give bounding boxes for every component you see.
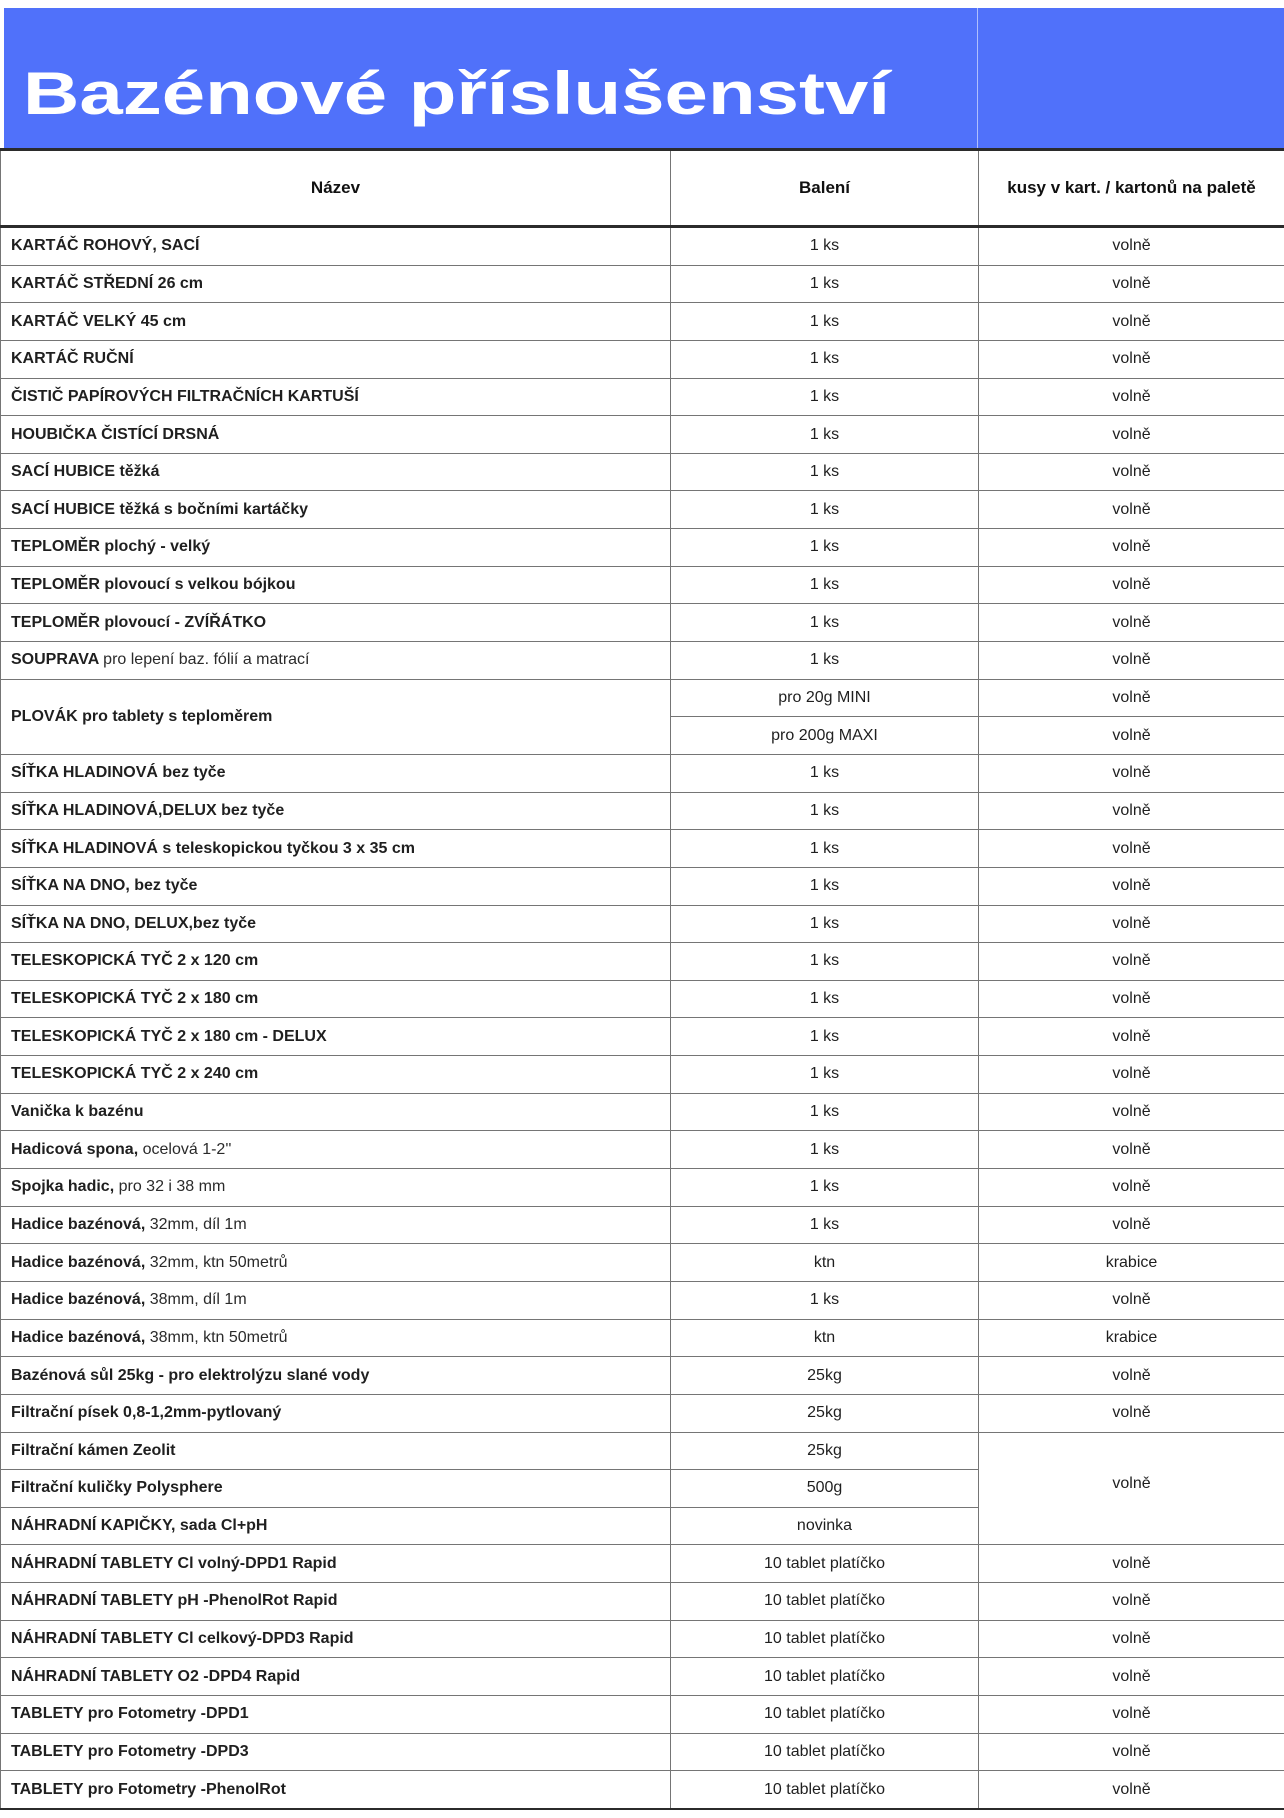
product-name-bold: TEPLOMĚR plochý - velký	[11, 538, 210, 555]
product-name-bold: Filtrační kámen Zeolit	[11, 1442, 175, 1459]
product-name-cell	[1, 340, 671, 378]
product-name-bold: Filtrační kuličky Polysphere	[11, 1479, 223, 1496]
product-row	[1, 905, 1284, 943]
product-name-bold: NÁHRADNÍ TABLETY Cl volný-DPD1 Rapid	[11, 1555, 337, 1572]
packaging-cell: ktn	[671, 1319, 979, 1357]
product-name-bold: SÍŤKA NA DNO, bez tyče	[11, 877, 197, 894]
product-row	[1, 1018, 1284, 1056]
pallet-cell: volně	[979, 1658, 1284, 1696]
product-name-cell	[1, 679, 671, 754]
product-name-bold: SÍŤKA HLADINOVÁ,DELUX bez tyče	[11, 802, 284, 819]
product-name-bold: Hadicová spona,	[11, 1141, 138, 1158]
pallet-cell: volně	[979, 792, 1284, 830]
product-name-cell	[1, 980, 671, 1018]
packaging-cell: 1 ks	[671, 1281, 979, 1319]
packaging-cell: 1 ks	[671, 529, 979, 567]
pallet-cell: volně	[979, 1093, 1284, 1131]
table-body	[1, 227, 1284, 1809]
product-name-bold: NÁHRADNÍ TABLETY O2 -DPD4 Rapid	[11, 1668, 300, 1685]
product-row	[1, 943, 1284, 981]
product-row	[1, 453, 1284, 491]
product-name-cell	[1, 1583, 671, 1621]
packaging-cell: 1 ks	[671, 754, 979, 792]
product-name-detail: pro 32 i 38 mm	[119, 1178, 226, 1195]
banner-column-divider-line	[977, 8, 978, 148]
product-row	[1, 378, 1284, 416]
packaging-cell: 1 ks	[671, 604, 979, 642]
product-name-cell	[1, 1244, 671, 1282]
product-name-cell	[1, 1131, 671, 1169]
product-name-bold: NÁHRADNÍ TABLETY pH -PhenolRot Rapid	[11, 1592, 338, 1609]
product-name-bold: KARTÁČ STŘEDNÍ 26 cm	[11, 275, 203, 292]
product-name-bold: SÍŤKA HLADINOVÁ bez tyče	[11, 764, 226, 781]
pallet-cell: volně	[979, 453, 1284, 491]
product-name-cell	[1, 453, 671, 491]
pallet-cell: volně	[979, 754, 1284, 792]
product-name-cell	[1, 1470, 671, 1508]
packaging-cell: 1 ks	[671, 1169, 979, 1207]
pallet-cell: volně	[979, 491, 1284, 529]
pallet-cell: volně	[979, 416, 1284, 454]
pallet-cell: volně	[979, 529, 1284, 567]
product-row	[1, 1206, 1284, 1244]
packaging-cell: 10 tablet platíčko	[671, 1695, 979, 1733]
product-row	[1, 1733, 1284, 1771]
pallet-cell: volně	[979, 1357, 1284, 1395]
column-header-baleni: Balení	[671, 150, 979, 227]
column-header-kusy: kusy v kart. / kartonů na paletě	[979, 150, 1284, 227]
product-row	[1, 1357, 1284, 1395]
packaging-cell: 1 ks	[671, 792, 979, 830]
product-name-bold: Hadice bazénová,	[11, 1216, 145, 1233]
product-name-cell	[1, 303, 671, 341]
pallet-cell: volně	[979, 1281, 1284, 1319]
pallet-cell: volně	[979, 679, 1284, 717]
price-table	[0, 148, 1284, 1810]
product-row	[1, 1319, 1284, 1357]
product-row	[1, 1244, 1284, 1282]
product-name-cell	[1, 1658, 671, 1696]
product-row	[1, 1771, 1284, 1809]
product-name-cell	[1, 642, 671, 680]
product-row	[1, 491, 1284, 529]
product-name-detail: 38mm, díl 1m	[150, 1291, 247, 1308]
product-row	[1, 1620, 1284, 1658]
packaging-cell: 10 tablet platíčko	[671, 1658, 979, 1696]
product-name-detail: 32mm, ktn 50metrů	[150, 1254, 288, 1271]
packaging-cell: 1 ks	[671, 1206, 979, 1244]
product-name-cell	[1, 1281, 671, 1319]
product-name-cell	[1, 378, 671, 416]
product-name-bold: Filtrační písek 0,8-1,2mm-pytlovaný	[11, 1404, 281, 1421]
packaging-cell: 1 ks	[671, 453, 979, 491]
product-name-bold: TELESKOPICKÁ TYČ 2 x 180 cm - DELUX	[11, 1028, 327, 1045]
packaging-cell: 1 ks	[671, 1093, 979, 1131]
product-name-bold: SÍŤKA NA DNO, DELUX,bez tyče	[11, 915, 256, 932]
product-row	[1, 980, 1284, 1018]
pallet-cell: volně	[979, 830, 1284, 868]
product-row	[1, 340, 1284, 378]
product-name-bold: TEPLOMĚR plovoucí s velkou bójkou	[11, 576, 295, 593]
packaging-cell: 25kg	[671, 1432, 979, 1470]
product-name-bold: Bazénová sůl 25kg - pro elektrolýzu slané vody	[11, 1367, 369, 1384]
pallet-cell: volně	[979, 1169, 1284, 1207]
product-name-cell	[1, 566, 671, 604]
product-row	[1, 1545, 1284, 1583]
product-name-cell	[1, 491, 671, 529]
packaging-cell: 1 ks	[671, 1131, 979, 1169]
product-name-cell	[1, 1018, 671, 1056]
product-row	[1, 792, 1284, 830]
packaging-cell: pro 20g MINI	[671, 679, 979, 717]
packaging-cell: 10 tablet platíčko	[671, 1620, 979, 1658]
product-row	[1, 1093, 1284, 1131]
packaging-cell: 1 ks	[671, 378, 979, 416]
product-name-cell	[1, 1319, 671, 1357]
table-header	[1, 150, 1284, 227]
product-name-bold: TABLETY pro Fotometry -DPD3	[11, 1743, 249, 1760]
packaging-cell: 1 ks	[671, 905, 979, 943]
packaging-cell: pro 200g MAXI	[671, 717, 979, 755]
packaging-cell: 1 ks	[671, 416, 979, 454]
product-row	[1, 830, 1284, 868]
packaging-cell: ktn	[671, 1244, 979, 1282]
pallet-cell: volně	[979, 1620, 1284, 1658]
product-row	[1, 1695, 1284, 1733]
product-row	[1, 679, 1284, 717]
pallet-cell: volně	[979, 1018, 1284, 1056]
pallet-cell: volně	[979, 642, 1284, 680]
product-name-bold: Hadice bazénová,	[11, 1329, 145, 1346]
packaging-cell: 1 ks	[671, 943, 979, 981]
packaging-cell: 1 ks	[671, 1056, 979, 1094]
product-name-cell	[1, 1093, 671, 1131]
product-name-cell	[1, 943, 671, 981]
product-row	[1, 642, 1284, 680]
product-name-bold: Hadice bazénová,	[11, 1254, 145, 1271]
product-name-detail: ocelová 1-2''	[143, 1141, 232, 1158]
pallet-cell: volně	[979, 265, 1284, 303]
product-name-bold: TEPLOMĚR plovoucí - ZVÍŘÁTKO	[11, 614, 266, 631]
product-name-bold: PLOVÁK pro tablety s teploměrem	[11, 708, 272, 725]
table-header-row	[1, 150, 1284, 227]
pallet-cell: volně	[979, 566, 1284, 604]
page-banner	[4, 8, 1284, 148]
packaging-cell: 1 ks	[671, 491, 979, 529]
product-row	[1, 1281, 1284, 1319]
pallet-cell: volně	[979, 1394, 1284, 1432]
packaging-cell: 1 ks	[671, 566, 979, 604]
pallet-cell: volně	[979, 227, 1284, 266]
product-row	[1, 1432, 1284, 1470]
product-name-bold: HOUBIČKA ČISTÍCÍ DRSNÁ	[11, 426, 219, 443]
product-name-bold: TABLETY pro Fotometry -DPD1	[11, 1705, 249, 1722]
product-name-cell	[1, 1206, 671, 1244]
packaging-cell: 10 tablet platíčko	[671, 1583, 979, 1621]
pallet-cell: volně	[979, 378, 1284, 416]
product-name-cell	[1, 867, 671, 905]
packaging-cell: 10 tablet platíčko	[671, 1733, 979, 1771]
pallet-cell: volně	[979, 867, 1284, 905]
product-row	[1, 1394, 1284, 1432]
pallet-cell: krabice	[979, 1244, 1284, 1282]
product-name-cell	[1, 529, 671, 567]
product-name-detail: 38mm, ktn 50metrů	[150, 1329, 288, 1346]
pallet-cell: volně	[979, 604, 1284, 642]
product-name-bold: Spojka hadic,	[11, 1178, 114, 1195]
product-row	[1, 867, 1284, 905]
product-name-cell	[1, 416, 671, 454]
product-name-cell	[1, 1432, 671, 1470]
product-row	[1, 754, 1284, 792]
packaging-cell: 1 ks	[671, 867, 979, 905]
packaging-cell: 10 tablet platíčko	[671, 1545, 979, 1583]
product-name-bold: TELESKOPICKÁ TYČ 2 x 240 cm	[11, 1065, 258, 1082]
packaging-cell: 1 ks	[671, 642, 979, 680]
packaging-cell: 1 ks	[671, 303, 979, 341]
product-name-cell	[1, 1507, 671, 1545]
pallet-cell: volně	[979, 1131, 1284, 1169]
product-name-bold: Vanička k bazénu	[11, 1103, 144, 1120]
page-title: Bazénové příslušenství	[23, 62, 890, 125]
pallet-cell: volně	[979, 980, 1284, 1018]
product-name-bold: KARTÁČ ROHOVÝ, SACÍ	[11, 237, 199, 254]
product-name-cell	[1, 1620, 671, 1658]
pallet-cell: volně	[979, 1056, 1284, 1094]
product-name-detail: pro lepení baz. fólií a matrací	[103, 651, 309, 668]
product-name-bold: SACÍ HUBICE těžká s bočními kartáčky	[11, 501, 308, 518]
product-name-bold: Hadice bazénová,	[11, 1291, 145, 1308]
pallet-cell: volně	[979, 943, 1284, 981]
product-row	[1, 416, 1284, 454]
pallet-cell: volně	[979, 1771, 1284, 1809]
product-name-cell	[1, 227, 671, 266]
product-row	[1, 1131, 1284, 1169]
product-name-bold: SOUPRAVA	[11, 651, 99, 668]
product-name-cell	[1, 1695, 671, 1733]
packaging-cell: 25kg	[671, 1394, 979, 1432]
packaging-cell: 1 ks	[671, 830, 979, 868]
product-row	[1, 529, 1284, 567]
packaging-cell: 10 tablet platíčko	[671, 1771, 979, 1809]
product-row	[1, 1658, 1284, 1696]
pallet-cell: krabice	[979, 1319, 1284, 1357]
pallet-cell: volně	[979, 905, 1284, 943]
product-row	[1, 566, 1284, 604]
product-name-cell	[1, 754, 671, 792]
pallet-cell: volně	[979, 1695, 1284, 1733]
product-row	[1, 604, 1284, 642]
pallet-cell: volně	[979, 717, 1284, 755]
product-name-detail: 32mm, díl 1m	[150, 1216, 247, 1233]
product-name-bold: NÁHRADNÍ TABLETY Cl celkový-DPD3 Rapid	[11, 1630, 354, 1647]
product-name-bold: KARTÁČ VELKÝ 45 cm	[11, 313, 186, 330]
product-name-bold: SÍŤKA HLADINOVÁ s teleskopickou tyčkou 3 x 35 cm	[11, 840, 415, 857]
packaging-cell: 1 ks	[671, 265, 979, 303]
product-row	[1, 1169, 1284, 1207]
column-header-nazev: Název	[1, 150, 671, 227]
pallet-cell: volně	[979, 1206, 1284, 1244]
product-name-bold: NÁHRADNÍ KAPIČKY, sada Cl+pH	[11, 1517, 267, 1534]
product-row	[1, 1583, 1284, 1621]
packaging-cell: 1 ks	[671, 340, 979, 378]
product-row	[1, 265, 1284, 303]
pallet-cell: volně	[979, 1583, 1284, 1621]
pallet-cell: volně	[979, 340, 1284, 378]
product-name-bold: TELESKOPICKÁ TYČ 2 x 180 cm	[11, 990, 258, 1007]
product-name-cell	[1, 604, 671, 642]
product-name-bold: TABLETY pro Fotometry -PhenolRot	[11, 1781, 286, 1798]
packaging-cell: 1 ks	[671, 227, 979, 266]
product-name-cell	[1, 1357, 671, 1395]
product-name-cell	[1, 265, 671, 303]
product-name-cell	[1, 905, 671, 943]
product-name-bold: SACÍ HUBICE těžká	[11, 463, 159, 480]
pallet-cell: volně	[979, 303, 1284, 341]
product-name-cell	[1, 1545, 671, 1583]
packaging-cell: novinka	[671, 1507, 979, 1545]
product-row	[1, 303, 1284, 341]
product-name-cell	[1, 792, 671, 830]
product-row	[1, 227, 1284, 266]
packaging-cell: 1 ks	[671, 1018, 979, 1056]
packaging-cell: 1 ks	[671, 980, 979, 1018]
product-name-cell	[1, 1771, 671, 1809]
product-name-cell	[1, 1169, 671, 1207]
product-name-bold: TELESKOPICKÁ TYČ 2 x 120 cm	[11, 952, 258, 969]
pallet-cell-merged: volně	[979, 1432, 1284, 1545]
product-name-cell	[1, 1394, 671, 1432]
product-name-cell	[1, 1733, 671, 1771]
product-name-cell	[1, 1056, 671, 1094]
product-name-bold: ČISTIČ PAPÍROVÝCH FILTRAČNÍCH KARTUŠÍ	[11, 388, 359, 405]
product-name-bold: KARTÁČ RUČNÍ	[11, 350, 134, 367]
packaging-cell: 500g	[671, 1470, 979, 1508]
pallet-cell: volně	[979, 1545, 1284, 1583]
packaging-cell: 25kg	[671, 1357, 979, 1395]
product-name-cell	[1, 830, 671, 868]
product-row	[1, 1056, 1284, 1094]
pallet-cell: volně	[979, 1733, 1284, 1771]
